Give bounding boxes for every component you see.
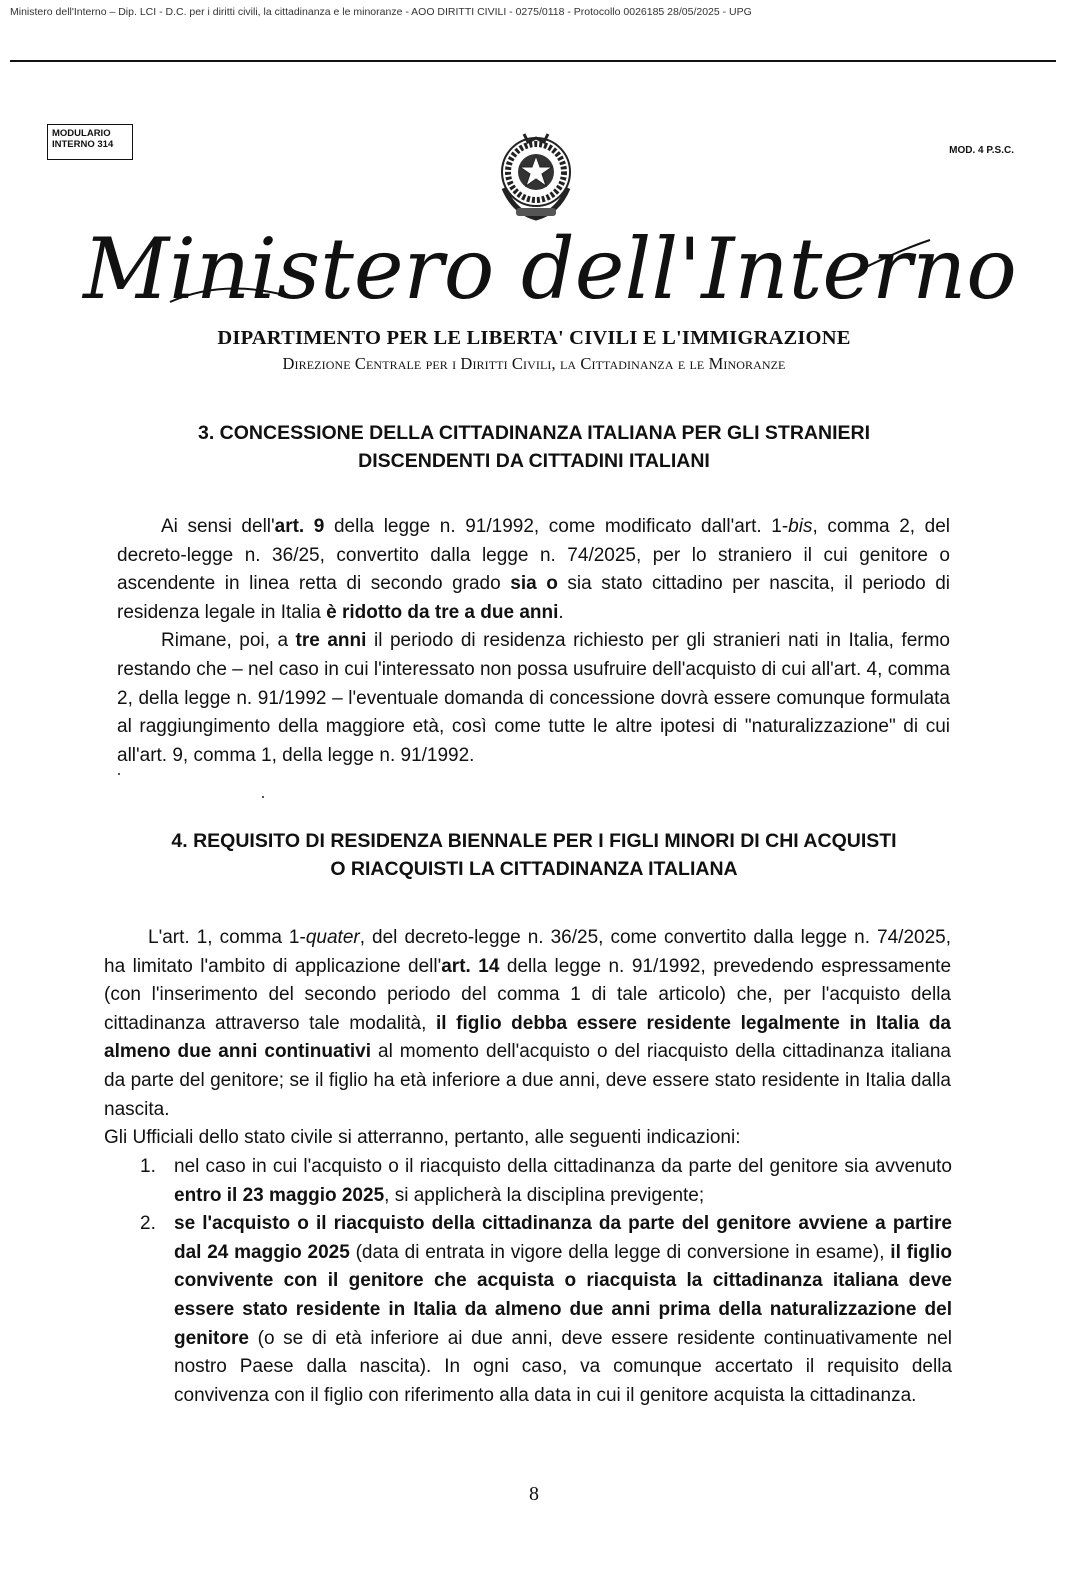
scan-speck xyxy=(118,773,120,775)
scan-speck xyxy=(262,796,264,798)
ministry-script-logo xyxy=(83,210,1017,325)
section-4-title xyxy=(0,827,1068,883)
protocol-header-line: Ministero dell'Interno – Dip. LCI - D.C. per i diritti civili, la cittadinanza e le minoranze - AOO DIRITTI CIVILI - 0275/0118 - Protocollo 0026185 28/05/2025 - UPG xyxy=(10,6,752,18)
modulario-box xyxy=(47,124,133,160)
section-3-title-line1: 3. CONCESSIONE DELLA CITTADINANZA ITALIANA PER GLI STRANIERI xyxy=(197,422,871,444)
direzione-heading: Direzione Centrale per i Diritti Civili, la Cittadinanza e le Minoranze xyxy=(282,354,786,373)
section-4-title-line2: O RIACQUISTI LA CITTADINANZA ITALIANA xyxy=(330,858,738,880)
section-3-body xyxy=(117,513,950,770)
section-4-paragraph-2: Gli Ufficiali dello stato civile si atterranno, pertanto, alle seguenti indicazioni: xyxy=(104,1127,741,1149)
section-3-paragraph-1: Ai sensi dell'art. 9 della legge n. 91/1992, come modificato dall'art. 1-bis, comma 2, del decreto-legge n. 36/25, convertito dalla legge n. 74/2025, per lo straniero il cui genitore o ascendente in linea retta di secondo grado sia o sia stato cittadino per nascita, il periodo di residenza legale in Italia è ridotto da tre a due anni. xyxy=(117,516,950,623)
department-heading: DIPARTIMENTO PER LE LIBERTA' CIVILI E L'IMMIGRAZIONE xyxy=(217,327,851,349)
mod-code: MOD. 4 P.S.C. xyxy=(949,145,1014,156)
indications-list xyxy=(140,1153,952,1410)
header-rule xyxy=(10,60,1056,62)
section-4-body xyxy=(104,924,951,1153)
modulario-line1: MODULARIO xyxy=(52,128,111,139)
section-4-title-line1: 4. REQUISITO DI RESIDENZA BIENNALE PER I FIGLI MINORI DI CHI ACQUISTI xyxy=(171,830,897,852)
list-item: 1. nel caso in cui l'acquisto o il riacquisto della cittadinanza da parte del genitore sia avvenuto entro il 23 maggio 2025, si applicherà la disciplina previgente; xyxy=(140,1156,952,1206)
page-number: 8 xyxy=(529,1483,539,1505)
section-4-paragraph-1: L'art. 1, comma 1-quater, del decreto-legge n. 36/25, come convertito dalla legge n. 74/2025, ha limitato l'ambito di applicazione dell'art. 14 della legge n. 91/1992, prevedendo espressamente (con l'inserimento del secondo periodo del comma 1 di tale articolo) che, per l'acquisto della cittadinanza attraverso tale modalità, il figlio debba essere residente legalmente in Italia da almeno due anni continuativi al momento dell'acquisto o del riacquisto della cittadinanza italiana da parte del genitore; se il figlio ha età inferiore a due anni, deve essere stato residente in Italia dalla nascita. xyxy=(104,927,952,1120)
section-3-paragraph-2: Rimane, poi, a tre anni il periodo di residenza richiesto per gli stranieri nati in Italia, fermo restando che – nel caso in cui l'interessato non possa usufruire dell'acquisto di cui all'art. 4, comma 2, della legge n. 91/1992 – l'eventuale domanda di concessione dovrà essere comunque formulata al raggiungimento della maggiore età, così come tutte le altre ipotesi di "naturalizzazione" di cui all'art. 9, comma 1, della legge n. 91/1992. xyxy=(117,630,950,766)
section-3-title-line2: DISCENDENTI DA CITTADINI ITALIANI xyxy=(358,450,710,472)
section-3-title xyxy=(0,419,1068,475)
ministry-name: Ministero dell'Interno xyxy=(83,220,1017,318)
list-item: 2. se l'acquisto o il riacquisto della cittadinanza da parte del genitore avviene a partire dal 24 maggio 2025 (data di entrata in vigore della legge di conversione in esame), il figlio convivente con il genitore che acquista o riacquista la cittadinanza italiana deve essere stato residente in Italia da almeno due anni prima della naturalizzazione del genitore (o se di età inferiore ai due anni, deve essere residente continuativamente nel nostro Paese dalla nascita). In ogni caso, va comunque accertato il requisito della convivenza con il figlio con riferimento alla data in cui il genitore acquista la cittadinanza. xyxy=(140,1213,953,1406)
modulario-line2: INTERNO 314 xyxy=(52,139,114,150)
